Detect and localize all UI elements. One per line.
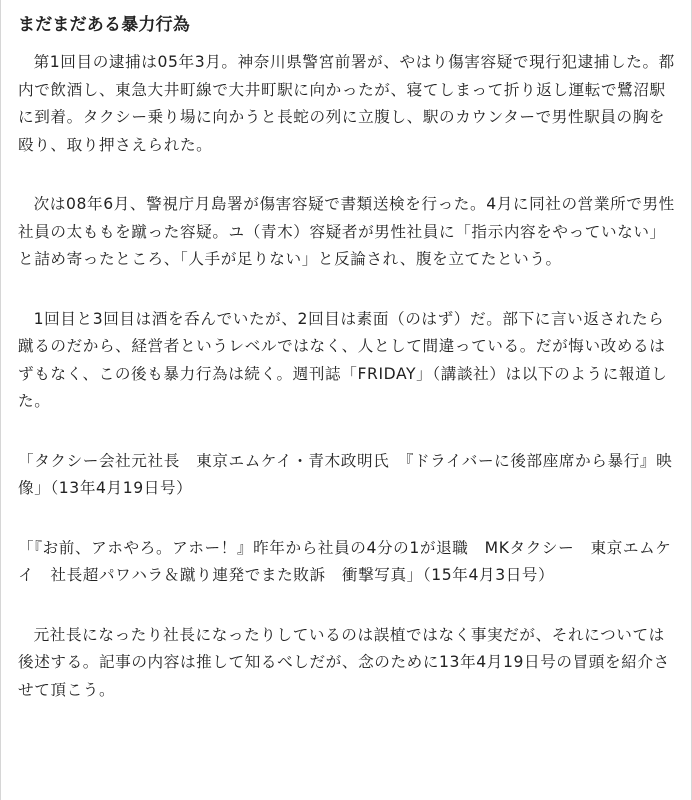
quote-headline-friday-2015: 「『お前、アホやろ。アホー！』昨年から社員の4分の1が退職 MKタクシー 東京エムケイ 社長超パワハラ＆蹴り連発でまた敗訴 衝撃写真」（15年4月3日号）	[18, 538, 672, 585]
frame-border-left	[0, 0, 1, 800]
paragraph-second-incident: 次は08年6月、警視庁月島署が傷害容疑で書類送検を行った。4月に同社の営業所で男性社員の太ももを蹴った容疑。ユ（青木）容疑者が男性社員に「指示内容をやっていない」と詰め寄ったところ、「人手が足りない」と反論され、腹を立てたという。	[18, 195, 675, 269]
paragraph-first-arrest: 第1回目の逮捕は05年3月。神奈川県警宮前署が、やはり傷害容疑で現行犯逮捕した。都内で飲酒し、東急大井町線で大井町駅に向かったが、寝てしまって折り返し運転で鷺沼駅に到着。タクシー乗り場に向かうと長蛇の列に立腹し、駅のカウンターで男性駅員の胸を殴り、取り押さえられた。	[18, 53, 675, 154]
paragraph-commentary: 1回目と3回目は酒を呑んでいたが、2回目は素面（のはず）だ。部下に言い返されたら蹴るのだから、経営者というレベルではなく、人として間違っている。だが悔い改めるはずもなく、この後も暴力行為は続く。週刊誌「FRIDAY」（講談社）は以下のように報道した。	[18, 309, 668, 411]
section-heading: まだまだある暴力行為	[18, 15, 190, 35]
article-body	[18, 14, 678, 736]
paragraph-closing: 元社長になったり社長になったりしているのは誤植ではなく事実だが、それについては後述する。記事の内容は推して知るべしだが、念のために13年4月19日号の冒頭を紹介させて頂こう。	[18, 625, 670, 699]
quote-headline-friday-2013: 「タクシー会社元社長 東京エムケイ・青木政明氏 『ドライバーに後部座席から暴行』映像」（13年4月19日号）	[18, 451, 673, 498]
